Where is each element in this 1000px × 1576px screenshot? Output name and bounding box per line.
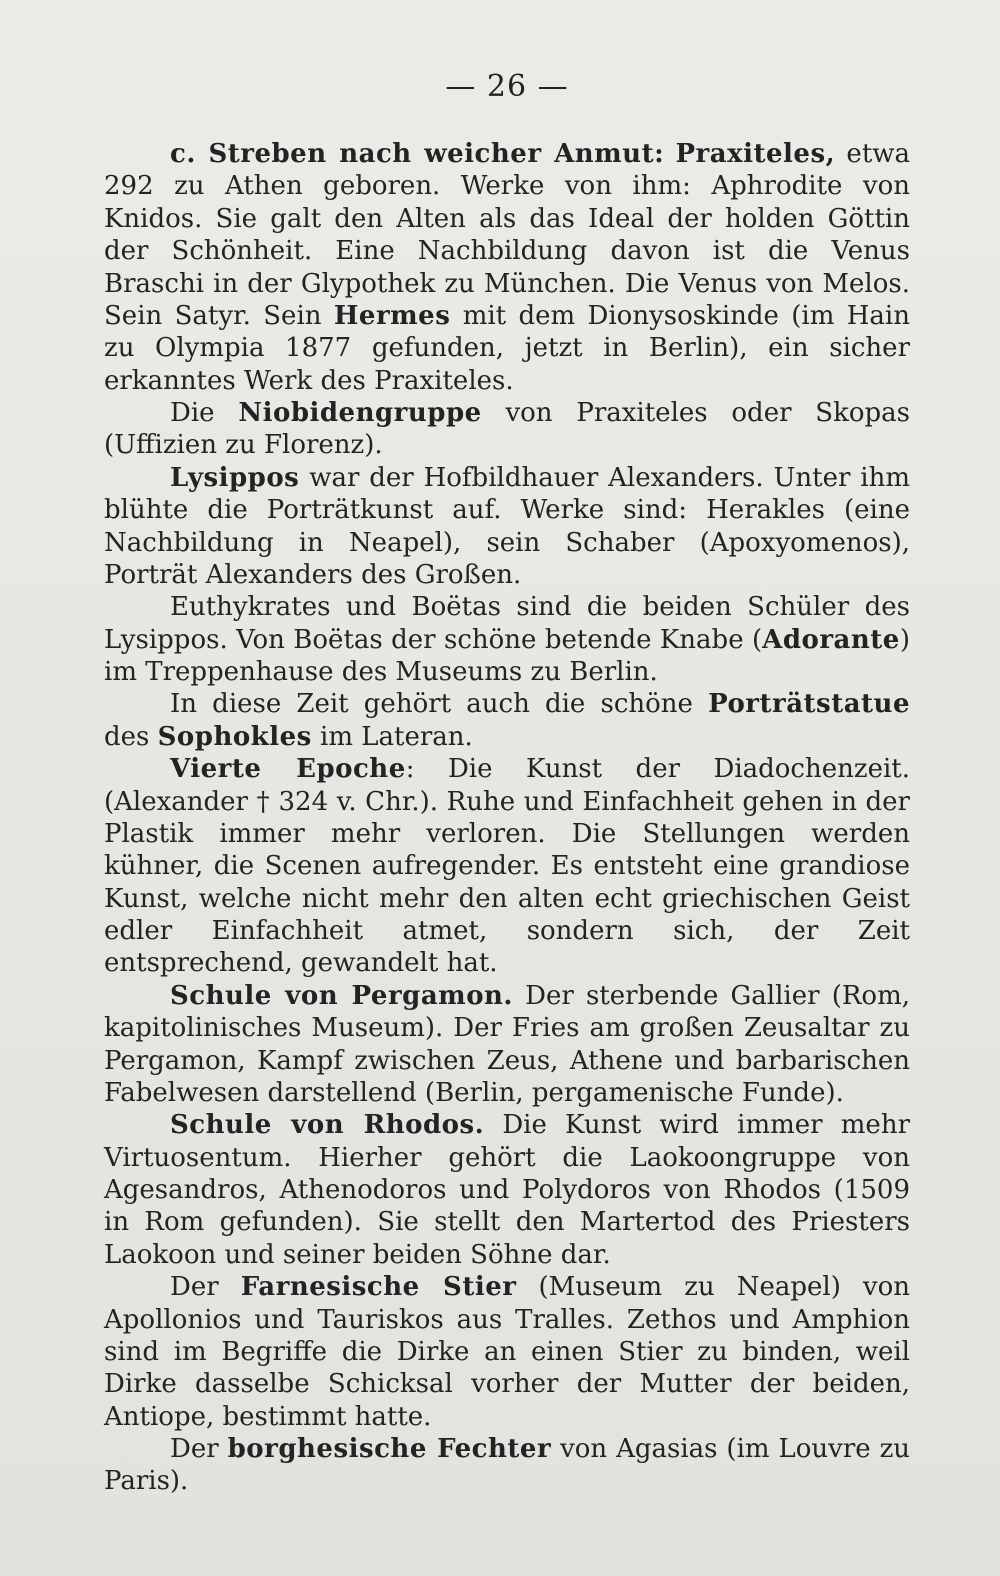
text-run: : Die Kunst der Diadochenzeit. (Alexander † 324 v. Chr.). Ruhe und Einfachheit gehen in der Plastik immer mehr verloren. Die Stellungen werden kühner, die Scenen aufregender. Es entsteht eine grandiose Kunst, welche nicht mehr den alten echt griechischen Geist edler Einfachheit atmet, sondern sich, der Zeit entsprechend, gewandelt hat.	[104, 754, 910, 979]
text-run: Die Kunst wird immer mehr Virtuosentum. Hierher gehört die Laokoongruppe von Agesandros, Athenodoros und Polydoros von Rhodos (1509 in Rom gefunden). Sie stellt den Martertod des Priesters Laokoon und seiner beiden Söhne dar.	[104, 1110, 910, 1270]
paragraph-sophokles	[104, 688, 910, 753]
paragraph-lysippos	[104, 462, 910, 592]
emphasized-term: borghesische Fechter	[227, 1434, 552, 1464]
paragraph-praxiteles	[104, 138, 910, 397]
text-run: mit dem Dionysoskinde (im Hain zu Olympia 1877 gefunden, jetzt in Berlin), ein sicher erkanntes Werk des Praxiteles.	[104, 300, 910, 396]
text-run: Die	[170, 398, 239, 428]
emphasized-term: Farnesische Stier	[240, 1272, 517, 1303]
text-run: des	[104, 721, 158, 752]
emphasized-term: Porträtstatue	[708, 689, 910, 720]
emphasized-term: Schule von Rhodos.	[170, 1110, 485, 1141]
page-number: — 26 —	[445, 69, 569, 104]
paragraph-rhodos	[104, 1109, 910, 1271]
paragraph-niobiden	[104, 397, 910, 462]
paragraph-borghese	[104, 1433, 910, 1498]
emphasized-term: Adorante	[762, 624, 900, 655]
text-run: von Agasias (im Louvre zu Paris).	[104, 1434, 911, 1497]
body-text	[104, 138, 910, 1498]
paragraph-euthykrates	[104, 591, 910, 688]
text-run: In diese Zeit gehört auch die schöne	[170, 689, 709, 720]
emphasized-term: Lysippos	[170, 462, 300, 493]
text-run: Euthykrates und Boëtas sind die beiden Schüler des Lysippos. Von Boëtas der schöne betende Knabe (	[104, 592, 910, 655]
paragraph-vierte-epoche	[104, 753, 910, 980]
paragraph-farnese	[104, 1271, 910, 1433]
emphasized-term: Hermes	[333, 300, 451, 331]
emphasized-term: Praxiteles,	[675, 139, 836, 169]
emphasized-term: Streben nach weicher Anmut:	[208, 139, 665, 169]
text-run	[664, 139, 675, 169]
emphasized-term: Sophokles	[157, 721, 312, 752]
text-run: etwa 292 zu Athen geboren. Werke von ihm: Aphrodite von Knidos. Sie galt den Alten als das Ideal der holden Göttin der Schönheit. Eine Nachbildung davon ist die Venus Braschi in der Glypothek zu München. Die Venus von Melos. Sein Satyr. Sein	[104, 139, 911, 331]
text-run: Der sterbende Gallier (Rom, kapitolinisches Museum). Der Fries am großen Zeusaltar zu Pergamon, Kampf zwischen Zeus, Athene und barbarischen Fabelwesen darstellend (Berlin, pergamenische Funde).	[104, 980, 910, 1108]
emphasized-term: Niobidengruppe	[238, 398, 482, 428]
text-run: von Praxiteles oder Skopas (Uffizien zu Florenz).	[104, 398, 910, 461]
paragraph-pergamon	[104, 980, 910, 1110]
text-run: war der Hofbildhauer Alexanders. Unter ihm blühte die Porträtkunst auf. Werke sind: Herakles (eine Nachbildung in Neapel), sein Schaber (Apoxyomenos), Porträt Alexanders des Großen.	[104, 462, 910, 590]
text-run: Der	[170, 1272, 241, 1303]
text-run: im Lateran.	[311, 721, 473, 752]
emphasized-term: c.	[170, 139, 209, 169]
emphasized-term: Schule von Pergamon.	[170, 980, 513, 1011]
text-run: ) im Treppenhause des Museums zu Berlin.	[104, 624, 910, 687]
text-run: (Museum zu Neapel) von Apollonios und Tauriskos aus Tralles. Zethos und Amphion sind im Begriffe die Dirke an einen Stier zu binden, weil Dirke dasselbe Schicksal vorher der Mutter der beiden, Antiope, bestimmt hatte.	[104, 1272, 910, 1432]
text-run: Der	[170, 1434, 228, 1464]
emphasized-term: Vierte Epoche	[170, 754, 406, 785]
